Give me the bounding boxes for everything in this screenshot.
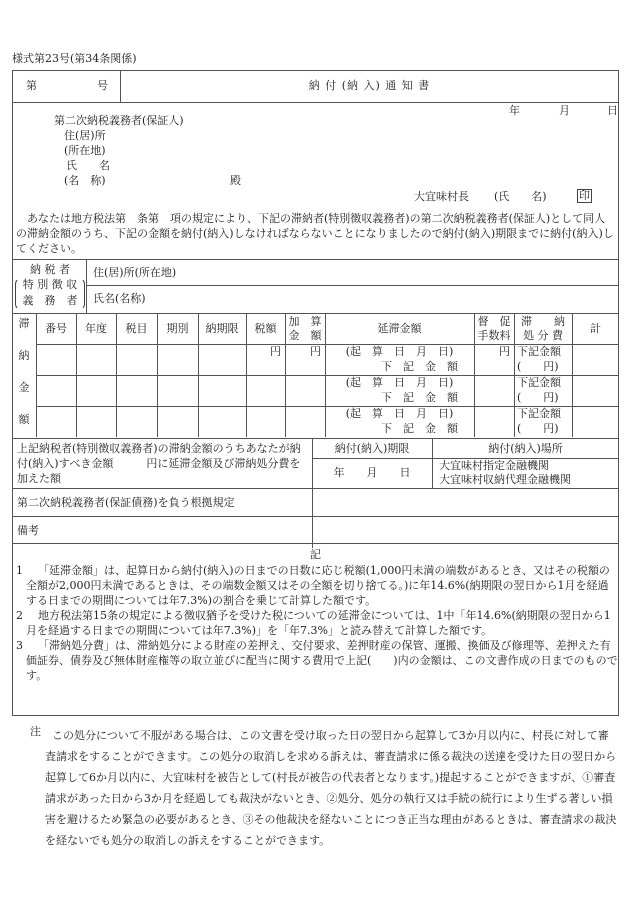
interest-start-date: (起 算 日 月 日) bbox=[345, 376, 454, 389]
divider bbox=[86, 259, 87, 314]
column-header: 滞 納 bbox=[521, 315, 565, 328]
arrears-side-label: 納 bbox=[18, 349, 30, 362]
divider bbox=[12, 313, 619, 314]
arrears-side-label: 滞 bbox=[18, 317, 30, 330]
tax-yen-unit: 円 bbox=[270, 345, 281, 358]
date-day: 日 bbox=[607, 104, 618, 117]
disposal-fee-amount: ( 円) bbox=[517, 422, 559, 435]
taxpayer-label: 納 税 者 bbox=[30, 263, 70, 276]
interest-amount-label: 下 記 金 額 bbox=[381, 391, 458, 404]
surcharge-yen-unit: 円 bbox=[310, 345, 321, 358]
interest-start-date: (起 算 日 月 日) bbox=[345, 407, 454, 420]
notes-heading: 記 bbox=[310, 548, 321, 561]
place-designated-bank: 大宜味村指定金融機関 bbox=[439, 459, 549, 472]
name-label-alt: (名 称) bbox=[64, 174, 106, 187]
basis-label: 第二次納税義務者(保証債務)を負う根拠規定 bbox=[17, 496, 235, 509]
note-item bbox=[16, 638, 618, 683]
name-label: 氏 名 bbox=[66, 159, 110, 172]
number-suffix: 号 bbox=[97, 79, 108, 92]
obligor-label: 義 務 者 bbox=[22, 294, 78, 307]
column-header: 番号 bbox=[45, 322, 67, 335]
taxpayer-name-label: 氏名(名称) bbox=[93, 292, 146, 305]
fee-yen-unit: 円 bbox=[499, 345, 510, 358]
remarks-label: 備考 bbox=[17, 524, 39, 537]
disposal-fee-label: 下記金額 bbox=[517, 407, 561, 420]
footer-note-text: この処分について不服がある場合は、この文書を受け取った日の翌日から起算して3か月以内に、村長に対して審査請求をすることができます。この処分の取消しを求める訴えは、審査請求に係る裁決の送達を受けた日の翌日から起算して6か月以内に、大宜味村を被告として(村長が被告の代表者となります。)提起することができますが、①審査請求があった日から3か月を経過しても裁決がないとき、②処分、処分の執行又は手続の続行により生ずる著しい損害を避けるため緊急の必要があるとき、③その他裁決を経ないことにつき正当な理由があるときは、審査請求の裁決を経ないでも処分の取消しの訴えをすることができます。 bbox=[45, 729, 617, 847]
column-header: 加 算 bbox=[288, 315, 322, 328]
special-collector-label: 特 別 徴 収 bbox=[22, 278, 78, 291]
note-text: 地方税法第15条の規定による徴収猶予を受けた税についての延滞金については、1中「年14.6%(納期限の翌日から1月を経過する日までの期間については年7.3%)」を「年7.3%」と読み替えて計算した額です。 bbox=[26, 609, 611, 637]
deadline-label: 納付(納入)期限 bbox=[334, 442, 410, 455]
column-header: 督 促 bbox=[477, 315, 511, 328]
arrears-side-label: 額 bbox=[18, 413, 30, 426]
address-label: 住(居)所 bbox=[64, 129, 106, 142]
divider bbox=[12, 488, 619, 489]
disposal-fee-amount: ( 円) bbox=[517, 360, 559, 373]
addressee-role: 第二次納税義務者(保証人) bbox=[54, 114, 184, 127]
column-header: 税目 bbox=[125, 322, 148, 335]
column-header: 期別 bbox=[166, 322, 189, 335]
interest-start-date: (起 算 日 月 日) bbox=[345, 345, 454, 358]
note-number: 2 bbox=[16, 609, 23, 622]
column-header: 税額 bbox=[254, 322, 277, 335]
column-header: 計 bbox=[590, 322, 601, 335]
notes-list bbox=[16, 563, 618, 683]
divider bbox=[12, 102, 619, 103]
arrears-side-label: 金 bbox=[18, 381, 30, 394]
place-label: 納付(納入)場所 bbox=[488, 442, 563, 455]
note-text: 「滞納処分費」は、滞納処分による財産の差押え、交付要求、差押財産の保管、運搬、換価及び修理等、差押えた有価証券、債券及び無体財産権等の取立並びに配当に関する費用で上記( )内の金額は、この文書作成の日までのものです。 bbox=[26, 639, 618, 682]
divider bbox=[12, 543, 619, 544]
form-number-label: 様式第23号(第34条関係) bbox=[12, 52, 137, 65]
date-year: 年 bbox=[509, 104, 520, 117]
interest-amount-label: 下 記 金 額 bbox=[381, 360, 458, 373]
column-header: 延滞金額 bbox=[377, 322, 422, 335]
disposal-fee-amount: ( 円) bbox=[517, 391, 559, 404]
taxpayer-address-label: 住(居)所(所在地) bbox=[93, 266, 177, 279]
column-header: 手数料 bbox=[477, 329, 511, 342]
payment-description: 上記納税者(特別徴収義務者)の滞納金額のうちあなたが納付(納入)すべき金額 円に延滞金額及び滞納処分費を加えた額 bbox=[17, 442, 301, 485]
footer-note-label: 注 bbox=[30, 725, 41, 738]
column-header: 金 額 bbox=[288, 329, 322, 342]
divider bbox=[12, 259, 619, 260]
note-number: 1 bbox=[16, 564, 23, 577]
disposal-fee-label: 下記金額 bbox=[517, 345, 561, 358]
column-header: 納期限 bbox=[205, 322, 239, 335]
seal-mark: 印 bbox=[579, 189, 590, 202]
column-header: 年度 bbox=[85, 322, 107, 335]
divider bbox=[12, 516, 619, 517]
issuer-name: (氏 名) bbox=[494, 190, 547, 203]
deadline-value: 年 月 日 bbox=[333, 466, 411, 479]
disposal-fee-label: 下記金額 bbox=[517, 376, 561, 389]
divider bbox=[86, 285, 619, 286]
address-label-alt: (所在地) bbox=[64, 144, 106, 157]
divider bbox=[12, 438, 619, 439]
note-item bbox=[16, 563, 618, 608]
number-prefix: 第 bbox=[26, 79, 37, 92]
column-header: 処 分 費 bbox=[523, 329, 563, 342]
issuer-title: 大宜味村長 bbox=[414, 190, 469, 203]
honorific: 殿 bbox=[230, 174, 241, 187]
note-text: 「延滞金額」は、起算日から納付(納入)の日までの日数に応じ税額(1,000円未満の端数があるとき、又はその税額の全額が2,000円未満であるときは、その端数金額又はその全額を切り捨てる。)に年14.6%(納期限の翌日から1月を経過する日までの期間については年7.3%)の割合を乗じて計算した額です。 bbox=[26, 564, 610, 607]
place-agent-bank: 大宜味村収納代理金融機関 bbox=[439, 473, 571, 486]
note-item bbox=[16, 608, 618, 638]
interest-amount-label: 下 記 金 額 bbox=[381, 422, 458, 435]
date-month: 月 bbox=[559, 104, 570, 117]
intro-text: あなたは地方税法第 条第 項の規定により、下記の滞納者(特別徴収義務者)の第二次納税義務者(保証人)として同人の滞納金額のうち、下記の金額を納付(納入)しなければならないことになりましたので納付(納入)期限までに納付(納入)してください。 bbox=[16, 212, 614, 255]
document-title: 納 付 (納 入) 通 知 書 bbox=[308, 79, 431, 92]
note-number: 3 bbox=[16, 639, 23, 652]
